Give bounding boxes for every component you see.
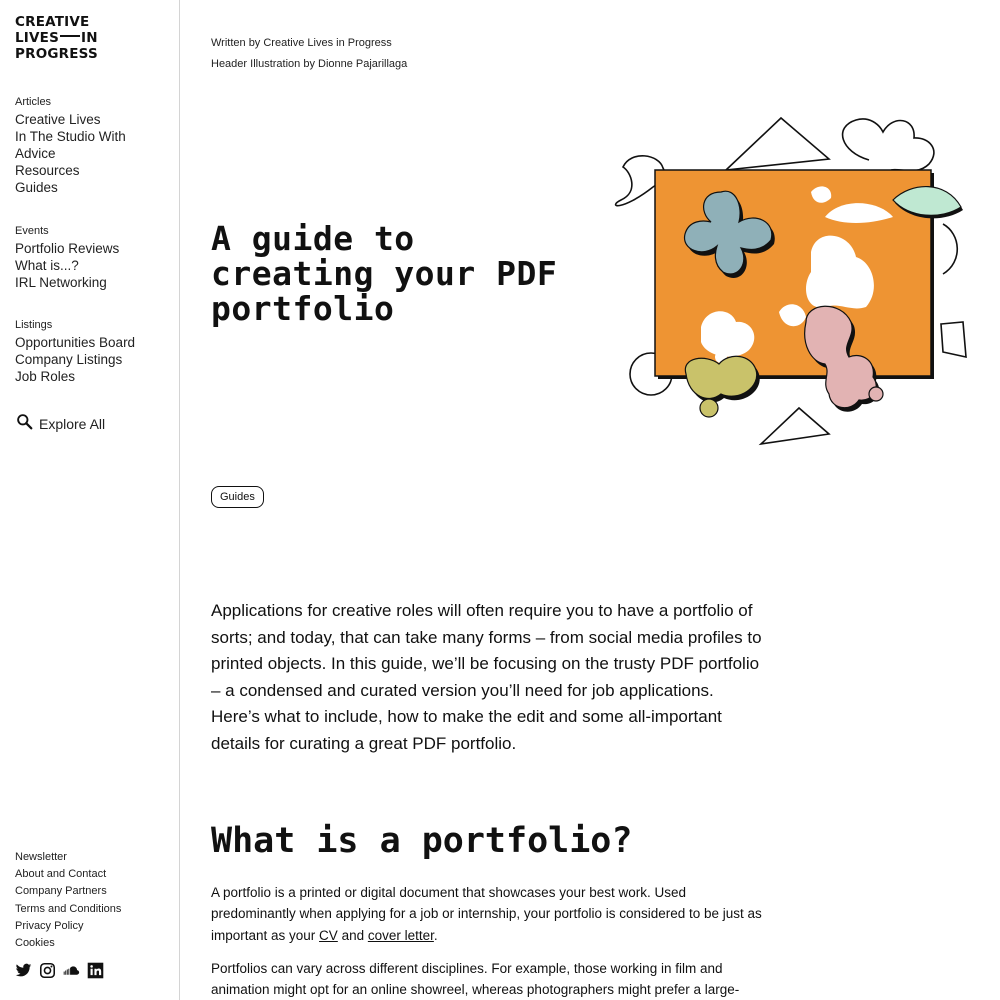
footer-link-company-partners[interactable]: Company Partners xyxy=(15,885,107,898)
sidebar xyxy=(0,0,180,1000)
paragraph-1-and: and xyxy=(337,927,368,943)
instagram-icon[interactable] xyxy=(39,962,56,979)
cover-letter-link[interactable]: cover letter xyxy=(367,927,434,943)
logo-line-1: CREATIVE xyxy=(15,14,90,30)
paragraph-1-text: A portfolio is a printed or digital document that showcases your best work. Used predominantly when applying for a job or internship, your portfolio is considered to be just as important as your xyxy=(211,885,762,943)
illustration-by: Header Illustration by Dionne Pajarillaga xyxy=(211,58,408,70)
explore-all-label: Explore All xyxy=(39,416,106,432)
nav-heading-articles: Articles xyxy=(15,96,52,108)
nav-group-events xyxy=(15,224,119,291)
footer-link-cookies[interactable]: Cookies xyxy=(15,937,55,950)
paragraph-1-end: . xyxy=(433,927,438,943)
footer-link-about-contact[interactable]: About and Contact xyxy=(15,868,107,881)
footer-link-newsletter[interactable]: Newsletter xyxy=(15,851,67,863)
soundcloud-icon[interactable] xyxy=(63,962,80,979)
sidebar-item-irl-networking[interactable]: IRL Networking xyxy=(15,275,107,290)
sidebar-item-portfolio-reviews[interactable]: Portfolio Reviews xyxy=(15,241,120,256)
tag-guides[interactable]: Guides xyxy=(211,486,264,508)
twitter-icon[interactable] xyxy=(15,962,32,979)
site-logo[interactable] xyxy=(15,14,98,62)
nav-group-listings xyxy=(15,318,135,385)
olive-blob xyxy=(685,356,756,398)
header-illustration xyxy=(611,112,971,452)
outline-quad-right xyxy=(941,322,966,357)
outline-triangle-top xyxy=(726,118,829,170)
logo-line-3: PROGRESS xyxy=(15,46,98,62)
footer-link-privacy[interactable]: Privacy Policy xyxy=(15,919,84,932)
cv-link[interactable]: CV xyxy=(319,927,338,943)
nav-group-articles xyxy=(15,95,126,196)
olive-dot xyxy=(700,399,718,417)
outline-arc-right xyxy=(943,224,957,274)
sidebar-item-resources[interactable]: Resources xyxy=(15,163,80,178)
article-title: A guide to creating your PDF portfolio xyxy=(211,219,558,328)
explore-all-link[interactable] xyxy=(16,413,105,435)
search-icon xyxy=(16,413,33,435)
logo-dash xyxy=(60,35,80,37)
sidebar-item-creative-lives[interactable]: Creative Lives xyxy=(15,112,101,127)
sidebar-item-job-roles[interactable]: Job Roles xyxy=(15,369,76,384)
nav-heading-events: Events xyxy=(15,225,49,237)
written-by: Written by Creative Lives in Progress xyxy=(211,37,392,49)
sidebar-item-guides[interactable]: Guides xyxy=(15,180,58,195)
linkedin-icon[interactable] xyxy=(87,962,104,979)
section-heading-what-is-portfolio: What is a portfolio? xyxy=(211,821,633,861)
paragraph-2: Portfolios can vary across different disciplines. For example, those working in film and animation might opt for an online showreel, whereas photographers might prefer a large- xyxy=(211,961,740,998)
sidebar-item-in-the-studio-with[interactable]: In The Studio With xyxy=(15,129,126,144)
article-intro: Applications for creative roles will often require you to have a portfolio of sorts; and today, that can take many forms – from social media profiles to printed objects. In this guide, we’ll be focusing on the trusty PDF portfolio – a condensed and curated version you’ll need for job applications. Here’s what to include, how to make the edit and some all-important details for curating a great PDF portfolio. xyxy=(211,601,762,753)
outline-triangle-bottom xyxy=(761,408,829,444)
sidebar-item-company-listings[interactable]: Company Listings xyxy=(15,352,123,367)
footer-links xyxy=(15,849,121,952)
sidebar-item-opportunities-board[interactable]: Opportunities Board xyxy=(15,335,136,350)
sidebar-item-advice[interactable]: Advice xyxy=(15,146,56,161)
article-credits xyxy=(211,33,407,75)
social-links xyxy=(15,962,104,979)
article-main xyxy=(181,0,1000,1000)
logo-line-2b: IN xyxy=(81,30,98,46)
logo-line-2a: LIVES xyxy=(15,30,60,46)
nav-heading-listings: Listings xyxy=(15,319,53,331)
outline-cloud xyxy=(843,119,934,171)
paragraph-1 xyxy=(211,882,766,946)
orange-board xyxy=(655,170,931,376)
sidebar-item-what-is[interactable]: What is...? xyxy=(15,258,79,273)
footer-link-terms[interactable]: Terms and Conditions xyxy=(15,902,122,915)
pink-dot xyxy=(869,387,883,401)
